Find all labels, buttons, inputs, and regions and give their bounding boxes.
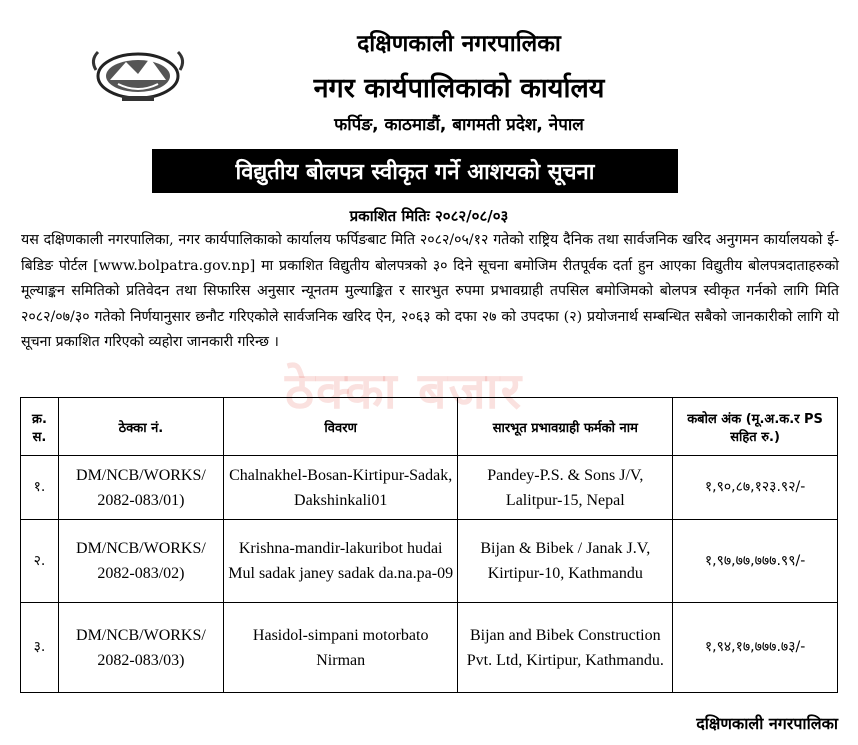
municipality-name: दक्षिणकाली नगरपालिका xyxy=(357,31,561,57)
table-row xyxy=(21,456,838,520)
cell-amount: १,९०,८७,१२३.९२/- xyxy=(673,456,838,520)
cell-firm: Bijan and Bibek Construction Pvt. Ltd, Kirtipur, Kathmandu. xyxy=(458,603,673,693)
cell-sn: २. xyxy=(21,520,59,603)
office-name: नगर कार्यपालिकाको कार्यालय xyxy=(313,73,605,104)
footer-signature: दक्षिणकाली नगरपालिका xyxy=(696,714,838,733)
notice-title-banner xyxy=(152,149,678,193)
cell-amount: १,९४,१७,७७७.७३/- xyxy=(673,603,838,693)
cell-description: Krishna-mandir-lakuribot hudai Mul sadak janey sadak da.na.pa-09 xyxy=(223,520,458,603)
table-row xyxy=(21,520,838,603)
table-header-row xyxy=(21,398,838,456)
office-address: फर्पिङ, काठमाडौं, बागमती प्रदेश, नेपाल xyxy=(334,115,584,135)
cell-sn: १. xyxy=(21,456,59,520)
col-header-firm: सारभूत प्रभावग्राही फर्मको नाम xyxy=(458,398,673,456)
contracts-table xyxy=(20,397,838,693)
col-header-amount: कबोल अंक (मू.अ.क.र PS सहित रु.) xyxy=(673,398,838,456)
col-header-description: विवरण xyxy=(223,398,458,456)
published-date: प्रकाशित मितिः २०८२/०८/०३ xyxy=(349,207,509,225)
col-header-contract-no: ठेक्का नं. xyxy=(58,398,223,456)
cell-contract-no: DM/NCB/WORKS/ 2082-083/02) xyxy=(58,520,223,603)
cell-description: Chalnakhel-Bosan-Kirtipur-Sadak, Dakshinkali01 xyxy=(223,456,458,520)
cell-amount: १,९७,७७,७७७.९९/- xyxy=(673,520,838,603)
col-header-sn: क्र. स. xyxy=(21,398,59,456)
table-row xyxy=(21,603,838,693)
cell-firm: Bijan & Bibek / Janak J.V, Kirtipur-10, Kathmandu xyxy=(458,520,673,603)
cell-description: Hasidol-simpani motorbato Nirman xyxy=(223,603,458,693)
cell-contract-no: DM/NCB/WORKS/ 2082-083/03) xyxy=(58,603,223,693)
cell-contract-no: DM/NCB/WORKS/ 2082-083/01) xyxy=(58,456,223,520)
watermark: ठेक्का बजार xyxy=(285,362,524,420)
notice-title: विद्युतीय बोलपत्र स्वीकृत गर्ने आशयको सूचना xyxy=(235,160,595,185)
cell-sn: ३. xyxy=(21,603,59,693)
notice-body: यस दक्षिणकाली नगरपालिका, नगर कार्यपालिकाको कार्यालय फर्पिङबाट मिति २०८२/०५/१२ गतेको राष्ट्रिय दैनिक तथा सार्वजनिक खरिद अनुगमन कार्यालयको ई-बिडिङ पोर्टल [www.bolpatra.gov.np] मा प्रकाशित विद्युतीय बोलपत्रको ३० दिने सूचना बमोजिम रीतपूर्वक दर्ता हुन आएका विद्युतीय बोलपत्रदाताहरुको मूल्याङ्कन समितिको प्रतिवेदन तथा सिफारिस अनुसार न्यूनतम मुल्याङ्कित र सारभुत रुपमा प्रभावग्राही तपसिल बमोजिमको बोलपत्र स्वीकृत गर्नको लागि मिति २०८२/०७/३० गतेको निर्णयानुसार छनौट गरिएकोले सार्वजनिक खरिद ऐन, २०६३ को दफा २७ को उपदफा (२) प्रयोजनार्थ सम्बन्धित सबैको जानकारीको लागि यो सूचना प्रकाशित गरिएको व्यहोरा जानकारी गरिन्छ । xyxy=(21,232,839,350)
cell-firm: Pandey-P.S. & Sons J/V, Lalitpur-15, Nepal xyxy=(458,456,673,520)
